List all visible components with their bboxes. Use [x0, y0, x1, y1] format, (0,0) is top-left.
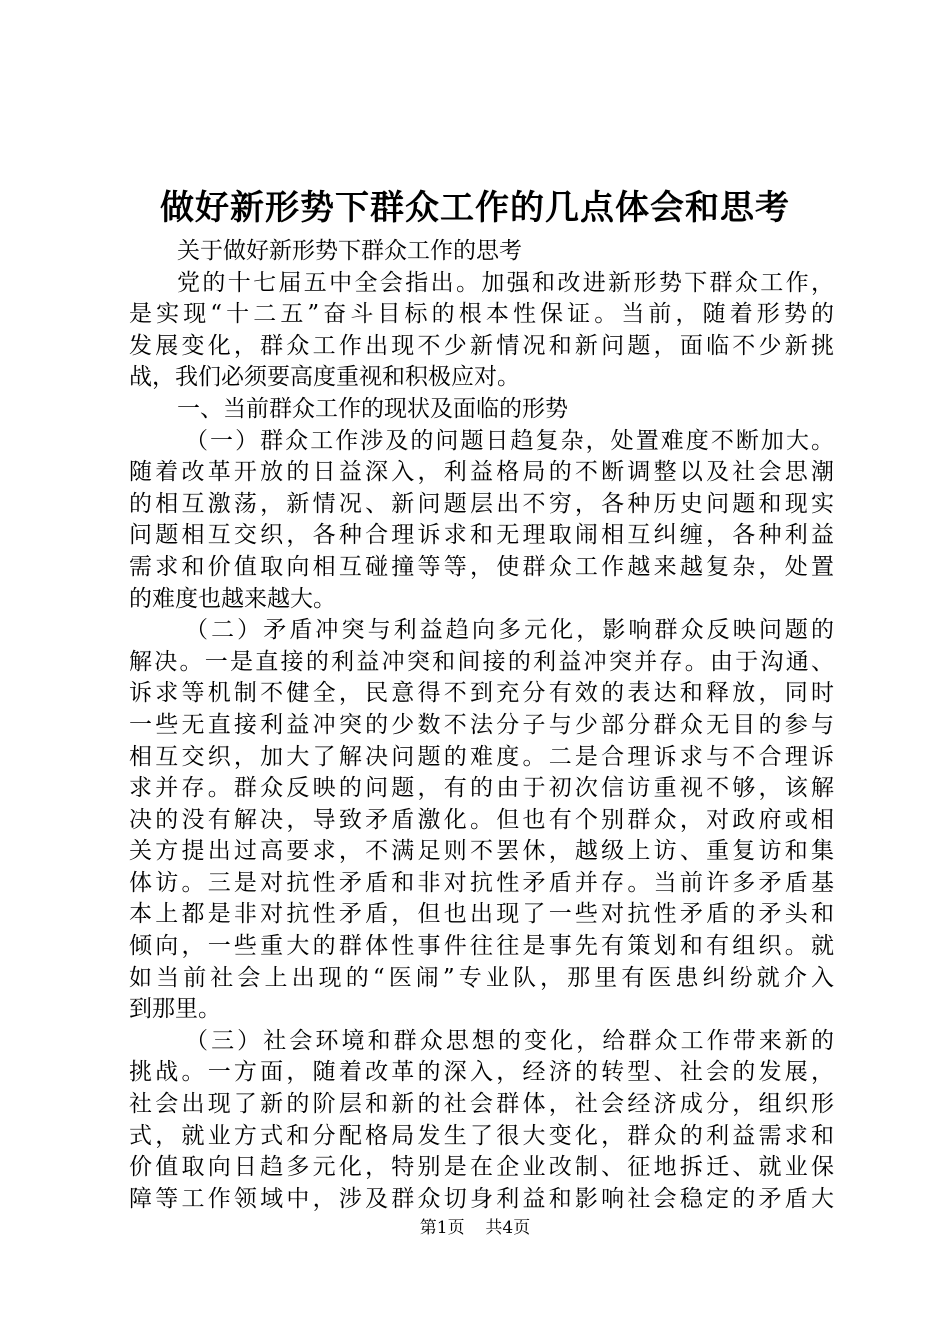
paragraph-line: 如当前社会上出现的“医闹”专业队，那里有医患纠纷就介入: [129, 964, 834, 991]
paragraph-line: 式，就业方式和分配格局发生了很大变化，群众的利益需求和: [129, 1122, 834, 1149]
paragraph-line: 需求和价值取向相互碰撞等等，使群众工作越来越复杂，处置: [129, 553, 834, 580]
paragraph-line: （一）群众工作涉及的问题日趋复杂，处置难度不断加大。: [185, 427, 834, 454]
paragraph-line: 社会出现了新的阶层和新的社会群体，社会经济成分，组织形: [129, 1091, 834, 1118]
paragraph-line: 党的十七届五中全会指出。加强和改进新形势下群众工作，: [177, 269, 834, 296]
paragraph-line: 体访。三是对抗性矛盾和非对抗性矛盾并存。当前许多矛盾基: [129, 869, 834, 896]
page-footer: [0, 1216, 950, 1240]
paragraph-line: 诉求等机制不健全，民意得不到充分有效的表达和释放，同时: [129, 680, 834, 707]
paragraph-line: 是实现“十二五”奋斗目标的根本性保证。当前，随着形势的: [129, 301, 834, 328]
page-total: 共4页: [485, 1218, 531, 1238]
paragraph-line: （二）矛盾冲突与利益趋向多元化，影响群众反映问题的: [185, 617, 834, 644]
paragraph-line: 相互交织，加大了解决问题的难度。二是合理诉求与不合理诉: [129, 743, 834, 770]
paragraph-line: 求并存。群众反映的问题，有的由于初次信访重视不够，该解: [129, 775, 834, 802]
paragraph-line: 决的没有解决，导致矛盾激化。但也有个别群众，对政府或相: [129, 806, 834, 833]
page-number: 第1页: [419, 1218, 465, 1238]
paragraph-line: 本上都是非对抗性矛盾，但也出现了一些对抗性矛盾的矛头和: [129, 901, 834, 928]
paragraph-line: 解决。一是直接的利益冲突和间接的利益冲突并存。由于沟通、: [129, 648, 834, 675]
paragraph-line: （三）社会环境和群众思想的变化，给群众工作带来新的: [185, 1027, 834, 1054]
paragraph-line: 挑战。一方面，随着改革的深入，经济的转型、社会的发展，: [129, 1059, 834, 1086]
paragraph-line: 问题相互交织，各种合理诉求和无理取闹相互纠缠，各种利益: [129, 522, 834, 549]
paragraph-line: 随着改革开放的日益深入，利益格局的不断调整以及社会思潮: [129, 459, 834, 486]
subtitle-line: 关于做好新形势下群众工作的思考: [177, 238, 522, 264]
paragraph-line: 发展变化，群众工作出现不少新情况和新问题，面临不少新挑: [129, 332, 834, 359]
paragraph-line: 一些无直接利益冲突的少数不法分子与少部分群众无目的参与: [129, 711, 834, 738]
paragraph-line: 关方提出过高要求，不满足则不罢休，越级上访、重复访和集: [129, 838, 834, 865]
paragraph-line: 倾向，一些重大的群体性事件往往是事先有策划和有组织。就: [129, 933, 834, 960]
section-heading: 一、当前群众工作的现状及面临的形势: [177, 395, 568, 422]
paragraph-line: 价值取向日趋多元化，特别是在企业改制、征地拆迁、就业保: [129, 1154, 834, 1181]
document-body: [129, 236, 834, 1215]
paragraph-line: 的难度也越来越大。: [129, 585, 336, 612]
paragraph-line: 障等工作领域中，涉及群众切身利益和影响社会稳定的矛盾大: [129, 1185, 834, 1212]
paragraph-line: 到那里。: [129, 996, 221, 1023]
document-title: 做好新形势下群众工作的几点体会和思考: [160, 188, 790, 228]
paragraph-line: 战，我们必须要高度重视和积极应对。: [129, 364, 520, 391]
paragraph-line: 的相互激荡，新情况、新问题层出不穷，各种历史问题和现实: [129, 490, 834, 517]
